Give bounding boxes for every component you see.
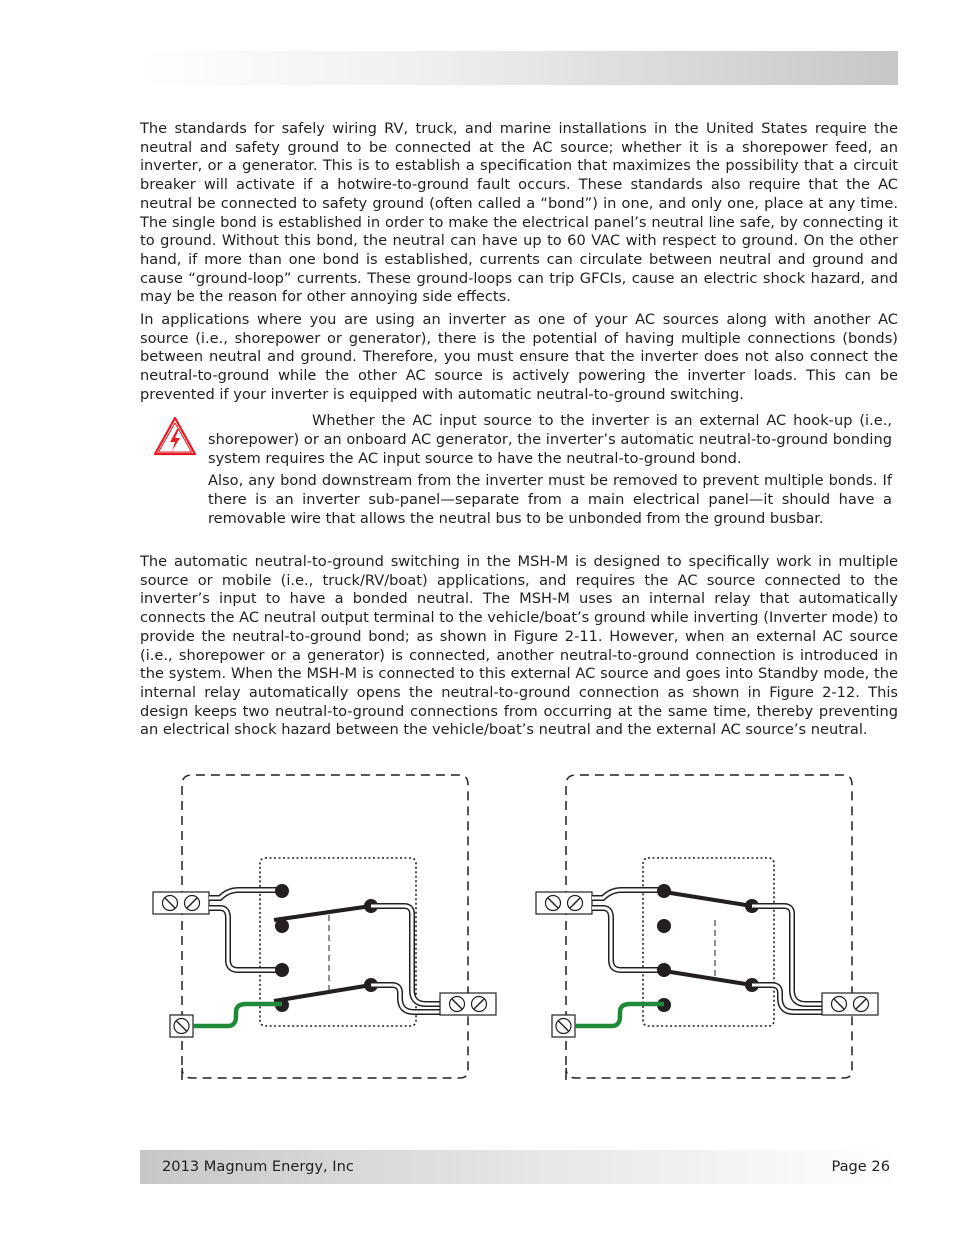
ground-terminal	[552, 1015, 575, 1037]
inverter-enclosure	[182, 775, 468, 1080]
paragraph-multiple-sources	[140, 311, 898, 405]
warning-text-2: Also, any bond downstream from the inverter must be removed to prevent multiple bonds. If there is an inverter sub-panel—separate from a main electrical panel—it should have a removable wire that allows the neutral bus to be unbonded from the ground busbar.	[208, 472, 892, 527]
figure-inverter-mode	[153, 775, 496, 1080]
header-band	[140, 51, 898, 85]
paragraph-text: The automatic neutral-to-ground switching in the MSH-M is designed to specifically work in multiple source or mobile (i.e., truck/RV/boat) applications, and requires the AC source connected to the inverter’s input to have a bonded neutral. The MSH-M uses an internal relay that automatically connects the AC neutral output terminal to the vehicle/boat’s ground while inverting (Inverter mode) to provide the neutral-to-ground bond; as shown in Figure 2-11. However, when an external AC source (i.e., shorepower or a generator) is connected, another neutral-to-ground connection is introduced in the system. When the MSH-M is connected to this external AC source and goes into Standby mode, the internal relay automatically opens the neutral-to-ground connection as shown in Figure 2-12. This design keeps two neutral-to-ground connections from occurring at the same time, thereby preventing an electrical shock hazard between the vehicle/boat’s neutral and the external AC source’s neutral.	[140, 553, 898, 739]
ground-terminal	[170, 1015, 193, 1037]
paragraph-text: In applications where you are using an inverter as one of your AC sources along with another AC source (i.e., shorepower or generator), there is the potential of having multiple connections (bonds) between neutral and ground. Therefore, you must ensure that the inverter does not also connect the neutral-to-ground while the other AC source is actively powering the inverter loads. This can be prevented if your inverter is equipped with automatic neutral-to-ground switching.	[140, 311, 898, 403]
paragraph-automatic-switching	[140, 553, 898, 740]
paragraph-text: The standards for safely wiring RV, truck, and marine installations in the United States require the neutral and safety ground to be connected at the AC source; whether it is a shorepower feed, an inverter, or a generator. This is to establish a specification that maximizes the possibility that a circuit breaker will activate if a hotwire-to-ground fault occurs. These standards also require that the AC neutral be connected to safety ground (often called a “bond”) in one, and only one, place at any time. The single bond is established in order to make the electrical panel’s neutral line safe, by connecting it to ground. Without this bond, the neutral can have up to 60 VAC with respect to ground. On the other hand, if more than one bond is established, currents can circulate between neutral and ground and cause “ground-loop” currents. These ground-loops can trip GFCIs, cause an electric shock hazard, and may be the reason for other annoying side effects.	[140, 120, 898, 306]
ac-input-terminal	[153, 892, 209, 914]
page-number: Page 26	[831, 1158, 890, 1175]
electrical-hazard-icon	[153, 416, 197, 456]
ac-output-terminal	[440, 993, 496, 1015]
neutral-ground-relay-figures	[140, 760, 898, 1100]
figure-standby-mode	[536, 775, 878, 1080]
ac-output-terminal	[822, 993, 878, 1015]
ac-input-terminal	[536, 892, 592, 914]
footer-copyright: 2013 Magnum Energy, Inc	[162, 1158, 354, 1175]
warning-text-1: Whether the AC input source to the inverter is an external AC hook-up (i.e., shorepower) or an onboard AC generator, the inverter’s automatic neutral-to-ground bonding system requires the AC input source to have the neutral-to-ground bond.	[208, 412, 892, 467]
paragraph-bonding-standards	[140, 120, 898, 307]
